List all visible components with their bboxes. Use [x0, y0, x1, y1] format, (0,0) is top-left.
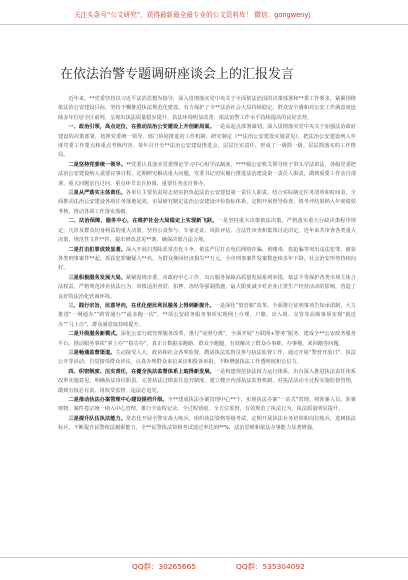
paragraph-text: 一是深化“放管服”改革。全面推行证明事项告知承诺制，大力推进“一网通办”“跨省通办”“最多跑一次”，**项公安政务服务事项实现网上办理，户籍、出入境、交管等高频事项实现“就近办”“马上办”，群众满意度持续提升。	[58, 302, 356, 328]
top-divider	[0, 24, 408, 25]
paragraph-heading: 三、践行宗旨，民意导向，在优化便民利民服务上得到新提升。	[68, 302, 215, 309]
paragraph-text: 深入开展扫黑除恶常态化斗争，依法严厉打击电信网络诈骗、黄赌毒、盗抢骗等突出违法犯罪，破获各类刑事案件**起，抓获犯罪嫌疑人**名，为群众挽回经济损失**万元，全市刑事案件发案数连续多年下降，社会治安形势持续向好。	[58, 246, 356, 272]
paragraph-text: 紧紧围绕市委、市政府中心工作，出台服务保障高质量发展系列举措，依法平等保护各类市场主体合法权益，严格规范涉企执法行为，审慎适用查封、扣押、冻结等强制措施，最大限度减少对企业正常生产经营活动的影响，营造了良好的法治化营商环境。	[58, 274, 356, 300]
paragraph-text: 深化公安行政管理服务改革，推行“证照分离”，全面开展“互联网+警务”服务，建成全**公安政务服务平台，推动服务事项“掌上办”“指尖办”，真正让数据多跑路、群众少跑腿，有效解决了群众办事难、办事慢、来回跑等问题。	[58, 331, 356, 347]
paragraph-text: 常态化开展全警实战大练兵，组织执法资格等级考试，定期开展执法业务培训和岗位练兵，选树执法标兵，不断提升民警依法履职能力，全**民警执法资格考试通过率达到**%，法治思维和依法办事能力显著增强。	[58, 415, 356, 432]
paragraph	[58, 95, 356, 123]
paragraph-heading: 二是推动执法办案管理中心建设提档升级。	[68, 397, 168, 403]
document-body	[58, 95, 356, 434]
paragraph-heading: 一、政治引领，高点定位，在推动法治公安建设上开创新局面。	[68, 124, 215, 131]
paragraph	[58, 302, 356, 330]
paragraph	[58, 246, 356, 274]
paragraph-heading: 三是从严落实主体责任。	[68, 190, 126, 197]
paragraph	[58, 396, 356, 415]
paragraph	[58, 415, 356, 434]
paragraph-heading: 三是积极服务发展大局。	[68, 274, 126, 281]
paragraph-text: 一是构建规范执法权力运行体系。出台深入推进执法责任体系改革实施意见，明确执法岗位职责，完善执法过错责任追究制度，建立健全内部执法监督机制，对执法活动全过程实施监督管理，做到有权必有责、用权受监督、违法必追究。	[58, 368, 356, 394]
bottom-divider	[0, 557, 408, 558]
paragraph-text: 各单位主要负责同志切实担负起法治公安建设第一责任人职责，结合实际制定任务清单和时间表，全面推动法治公安建设各项任务落地见效。市局研究制定法治公安建设评价指标体系，定期开展督导检查，将考评结果纳入年度绩效考核，推动各项工作落实落细。	[58, 190, 356, 215]
paragraph	[58, 349, 356, 368]
paragraph-heading: 二是升级服务新模式。	[68, 331, 121, 338]
paragraph	[58, 217, 356, 245]
paragraph	[58, 161, 356, 189]
paragraph-text: 近年来，**党委坚持以习近平法治思想为指导，深入贯彻落实党中央关于全面依法治国的决策部署和**委工作要求，紧紧围绕依法治公安建设目标，坚持不懈推进执法规范化建设，有力保护了全**法治社会大局持续稳定。群众安全感和对公安工作满意度连续多年位居全区前列，呈现出执法质量稳步提升、执法环境明显改善、依法治警工作水平持续提高的良好态势。	[58, 96, 356, 121]
paragraph-text: **党委认真落实党委理论学习中心组学法制度，****级公安机关领导班子带头学法讲法，各级党委把法治公安建设纳入重要议事日程，定期研究解决重大问题，党委书记切实履行推进法治建设第一责任人职责，做到重要工作亲自部署、重大问题亲自过问、重点环节亲自协调、重要任务亲自督办。	[58, 161, 356, 187]
paragraph-heading: 二是坚持党委统一领导。	[68, 161, 126, 168]
paragraph-heading: 四、织密制度、压实责任，在健全执法监督体系上取得新发展。	[68, 368, 215, 375]
paragraph	[58, 330, 356, 349]
qq-group-2: QQ群：535304092	[236, 562, 305, 571]
paragraph	[58, 123, 356, 161]
paragraph	[58, 189, 356, 217]
bottom-banner	[132, 562, 372, 572]
paragraph-heading: 二、法治保障，服务中心，在维护社会大局稳定上实现新飞跃。	[68, 218, 218, 225]
paragraph	[58, 368, 356, 396]
paragraph-text: 一是坚持重大决策依法决策。严格落实重大行政决策程序规定，凡涉及群众切身利益的重大决策，坚持公众参与、专家论证、风险评估、合法性审查和集体讨论决定，近年来共审查各类重大决策、规范性文件**件，提出修改意见**条，确保决策合法合规。	[58, 218, 356, 244]
top-banner: 关注头条号“公文研究”，获得最新最全最专业的公文资料库！ 微信：gongwenyj	[74, 11, 311, 19]
paragraph-text: 全**建成执法办案管理中心**个，实现执法办案“一站式”管理，将涉案人员、涉案财物、案件卷宗统一纳入中心管理，推行全流程记录、全过程留痕、全方位监督，有效规范了执法行为，执法质量明显提升。	[58, 397, 356, 413]
paragraph-heading: 三是畅通监督渠道。	[68, 349, 116, 356]
paragraph-heading: 三是提升队伍执法能力。	[68, 415, 126, 422]
paragraph	[58, 274, 356, 302]
document-title: 在依法治警专题调研座谈会上的汇报发言	[60, 67, 295, 82]
paragraph-text: 主动接受人大、政协和社会各界监督，聘请执法监督员参与执法监督工作，通过开展“警营开放日”、执法公开等活动，自觉接受群众评议，认真办理群众来信来访和投诉举报，不断增强执法工作透明度和公信力。	[58, 349, 356, 366]
paragraph-text: 一是高起点部署谋划。深入贯彻落实党中央关于加强法治政府建设的决策部署，按照党委统一领导、部门协同推进的工作机制，研究制定《**法治公安建设实施意见》，把法治公安建设列入年度党委工作要点和重点考核内容，每年召开全**法治公安建设推进会，层层压实责任，形成了一级抓一级、层层抓落实的工作格局。	[58, 124, 356, 159]
qq-group-1: QQ群：30265665	[132, 562, 197, 571]
paragraph-heading: 二是打击犯罪成效显著。	[68, 246, 126, 253]
